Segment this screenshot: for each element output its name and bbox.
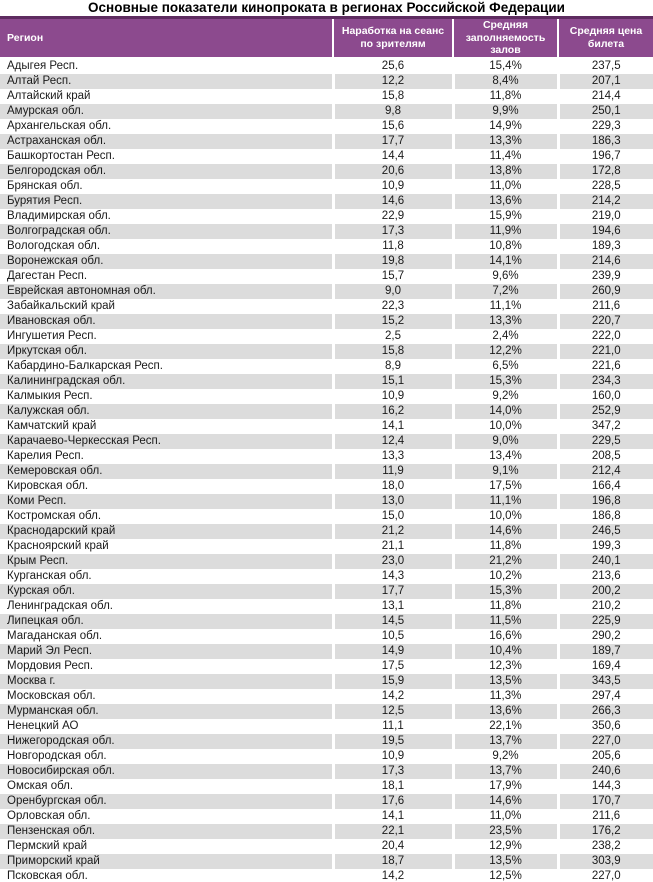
price-cell: 227,0 xyxy=(558,869,653,882)
region-cell: Ленинградская обл. xyxy=(7,599,113,612)
table-row xyxy=(0,419,653,434)
table-row xyxy=(0,824,653,839)
table-row xyxy=(0,344,653,359)
table-row xyxy=(0,494,653,509)
occupancy-cell: 13,3% xyxy=(453,314,558,329)
price-cell: 208,5 xyxy=(558,449,653,464)
table-row xyxy=(0,194,653,209)
main-table xyxy=(0,19,653,882)
table-row xyxy=(0,869,653,882)
table-row xyxy=(0,284,653,299)
per-session-cell: 10,9 xyxy=(333,389,453,404)
per-session-cell: 13,1 xyxy=(333,599,453,614)
per-session-cell: 21,1 xyxy=(333,539,453,554)
table-row xyxy=(0,449,653,464)
per-session-cell: 18,0 xyxy=(333,479,453,494)
occupancy-cell: 16,6% xyxy=(453,629,558,644)
occupancy-cell: 15,9% xyxy=(453,209,558,224)
occupancy-cell: 9,2% xyxy=(453,389,558,404)
price-cell: 225,9 xyxy=(558,614,653,629)
occupancy-cell: 11,1% xyxy=(453,299,558,314)
occupancy-cell: 11,8% xyxy=(453,89,558,104)
price-cell: 214,6 xyxy=(558,254,653,269)
per-session-cell: 25,6 xyxy=(333,58,453,74)
region-cell: Псковская обл. xyxy=(7,869,88,882)
region-cell: Крым Респ. xyxy=(0,554,333,569)
occupancy-cell: 10,2% xyxy=(453,569,558,584)
price-cell: 250,1 xyxy=(558,104,653,119)
per-session-cell: 11,9 xyxy=(333,464,453,479)
occupancy-cell: 6,5% xyxy=(453,359,558,374)
table-row xyxy=(0,794,653,809)
price-cell: 166,4 xyxy=(558,479,653,494)
region-cell: Мурманская обл. xyxy=(0,704,333,719)
per-session-cell: 22,3 xyxy=(333,299,453,314)
table-row xyxy=(0,74,653,89)
price-cell: 170,7 xyxy=(558,794,653,809)
price-cell: 343,5 xyxy=(558,674,653,689)
per-session-cell: 17,3 xyxy=(333,224,453,239)
per-session-cell: 17,3 xyxy=(333,764,453,779)
table-row xyxy=(0,149,653,164)
price-cell: 240,1 xyxy=(558,554,653,569)
per-session-cell: 15,7 xyxy=(333,269,453,284)
price-cell: 240,6 xyxy=(558,764,653,779)
per-session-cell: 15,9 xyxy=(333,674,453,689)
region-cell: Кировская обл. xyxy=(7,479,89,492)
column-header-per-session: Наработка на сеанс по зрителям xyxy=(333,19,453,58)
occupancy-cell: 12,9% xyxy=(453,839,558,854)
region-cell: Алтай Респ. xyxy=(0,74,333,89)
per-session-cell: 16,2 xyxy=(333,404,453,419)
price-cell: 227,0 xyxy=(558,734,653,749)
price-cell: 221,0 xyxy=(558,344,653,359)
region-cell: Ингушетия Респ. xyxy=(7,329,97,342)
occupancy-cell: 14,9% xyxy=(453,119,558,134)
column-header-region: Регион xyxy=(0,19,333,58)
table-row xyxy=(0,674,653,689)
price-cell: 214,4 xyxy=(558,89,653,104)
region-cell: Кабардино-Балкарская Респ. xyxy=(7,359,163,372)
price-cell: 303,9 xyxy=(558,854,653,869)
table-row xyxy=(0,554,653,569)
price-cell: 169,4 xyxy=(558,659,653,674)
per-session-cell: 19,5 xyxy=(333,734,453,749)
table-row xyxy=(0,524,653,539)
price-cell: 222,0 xyxy=(558,329,653,344)
price-cell: 246,5 xyxy=(558,524,653,539)
table-row xyxy=(0,389,653,404)
region-cell: Мордовия Респ. xyxy=(7,659,94,672)
price-cell: 229,5 xyxy=(558,434,653,449)
price-cell: 290,2 xyxy=(558,629,653,644)
price-cell: 260,9 xyxy=(558,284,653,299)
table-row xyxy=(0,569,653,584)
region-cell: Воронежская обл. xyxy=(0,254,333,269)
occupancy-cell: 12,2% xyxy=(453,344,558,359)
per-session-cell: 13,0 xyxy=(333,494,453,509)
occupancy-cell: 10,0% xyxy=(453,419,558,434)
table-row xyxy=(0,134,653,149)
per-session-cell: 18,1 xyxy=(333,779,453,794)
region-cell: Башкортостан Респ. xyxy=(7,149,115,162)
table-row xyxy=(0,164,653,179)
table-row xyxy=(0,104,653,119)
occupancy-cell: 12,5% xyxy=(453,869,558,882)
region-cell: Краснодарский край xyxy=(0,524,333,539)
table-row xyxy=(0,599,653,614)
occupancy-cell: 11,8% xyxy=(453,539,558,554)
occupancy-cell: 11,3% xyxy=(453,689,558,704)
region-cell: Камчатский край xyxy=(7,419,97,432)
table-row xyxy=(0,314,653,329)
price-cell: 189,7 xyxy=(558,644,653,659)
occupancy-cell: 10,8% xyxy=(453,239,558,254)
per-session-cell: 11,8 xyxy=(333,239,453,254)
occupancy-cell: 13,7% xyxy=(453,764,558,779)
price-cell: 213,6 xyxy=(558,569,653,584)
region-cell: Карелия Респ. xyxy=(7,449,84,462)
per-session-cell: 15,2 xyxy=(333,314,453,329)
table-row xyxy=(0,224,653,239)
table-row xyxy=(0,209,653,224)
table-body xyxy=(0,58,653,882)
region-cell: Вологодская обл. xyxy=(7,239,101,252)
occupancy-cell: 14,0% xyxy=(453,404,558,419)
price-cell: 207,1 xyxy=(558,74,653,89)
occupancy-cell: 13,5% xyxy=(453,854,558,869)
occupancy-cell: 13,5% xyxy=(453,674,558,689)
table-row xyxy=(0,749,653,764)
price-cell: 176,2 xyxy=(558,824,653,839)
table-row xyxy=(0,479,653,494)
region-cell: Ивановская обл. xyxy=(0,314,333,329)
region-cell: Москва г. xyxy=(0,674,333,689)
table-row xyxy=(0,689,653,704)
price-cell: 229,3 xyxy=(558,119,653,134)
region-cell: Липецкая обл. xyxy=(0,614,333,629)
region-cell: Орловская обл. xyxy=(7,809,91,822)
region-cell: Новосибирская обл. xyxy=(0,764,333,779)
table-row xyxy=(0,464,653,479)
table-row xyxy=(0,359,653,374)
table-row xyxy=(0,644,653,659)
region-cell: Астраханская обл. xyxy=(0,134,333,149)
price-cell: 350,6 xyxy=(558,719,653,734)
occupancy-cell: 2,4% xyxy=(453,329,558,344)
occupancy-cell: 11,0% xyxy=(453,809,558,824)
occupancy-cell: 14,6% xyxy=(453,794,558,809)
region-cell: Московская обл. xyxy=(7,689,96,702)
table-row xyxy=(0,584,653,599)
table-row xyxy=(0,704,653,719)
occupancy-cell: 17,9% xyxy=(453,779,558,794)
price-cell: 199,3 xyxy=(558,539,653,554)
occupancy-cell: 11,1% xyxy=(453,494,558,509)
occupancy-cell: 9,0% xyxy=(453,434,558,449)
region-cell: Курская обл. xyxy=(0,584,333,599)
table-row xyxy=(0,89,653,104)
per-session-cell: 10,9 xyxy=(333,749,453,764)
region-cell: Калмыкия Респ. xyxy=(7,389,93,402)
per-session-cell: 15,0 xyxy=(333,509,453,524)
table-row xyxy=(0,434,653,449)
table-row xyxy=(0,329,653,344)
table-row xyxy=(0,509,653,524)
table-row xyxy=(0,734,653,749)
occupancy-cell: 11,0% xyxy=(453,179,558,194)
occupancy-cell: 13,6% xyxy=(453,704,558,719)
per-session-cell: 13,3 xyxy=(333,449,453,464)
price-cell: 211,6 xyxy=(558,809,653,824)
occupancy-cell: 9,9% xyxy=(453,104,558,119)
price-cell: 347,2 xyxy=(558,419,653,434)
occupancy-cell: 13,6% xyxy=(453,194,558,209)
region-cell: Волгоградская обл. xyxy=(0,224,333,239)
occupancy-cell: 10,0% xyxy=(453,509,558,524)
occupancy-cell: 22,1% xyxy=(453,719,558,734)
region-cell: Владимирская обл. xyxy=(7,209,111,222)
per-session-cell: 14,3 xyxy=(333,569,453,584)
occupancy-cell: 13,8% xyxy=(453,164,558,179)
per-session-cell: 20,4 xyxy=(333,839,453,854)
region-cell: Костромская обл. xyxy=(7,509,102,522)
price-cell: 228,5 xyxy=(558,179,653,194)
per-session-cell: 14,6 xyxy=(333,194,453,209)
table-row xyxy=(0,179,653,194)
occupancy-cell: 13,3% xyxy=(453,134,558,149)
region-cell: Пензенская обл. xyxy=(0,824,333,839)
region-cell: Ненецкий АО xyxy=(7,719,79,732)
header-row xyxy=(0,19,653,58)
per-session-cell: 14,4 xyxy=(333,149,453,164)
price-cell: 220,7 xyxy=(558,314,653,329)
region-cell: Магаданская обл. xyxy=(7,629,103,642)
occupancy-cell: 13,4% xyxy=(453,449,558,464)
price-cell: 266,3 xyxy=(558,704,653,719)
occupancy-cell: 21,2% xyxy=(453,554,558,569)
per-session-cell: 2,5 xyxy=(333,329,453,344)
price-cell: 219,0 xyxy=(558,209,653,224)
occupancy-cell: 17,5% xyxy=(453,479,558,494)
price-cell: 144,3 xyxy=(558,779,653,794)
per-session-cell: 9,0 xyxy=(333,284,453,299)
per-session-cell: 10,9 xyxy=(333,179,453,194)
region-cell: Приморский край xyxy=(0,854,333,869)
price-cell: 210,2 xyxy=(558,599,653,614)
region-cell: Курганская обл. xyxy=(7,569,92,582)
per-session-cell: 14,2 xyxy=(333,689,453,704)
occupancy-cell: 14,6% xyxy=(453,524,558,539)
table-row xyxy=(0,58,653,74)
region-cell: Алтайский край xyxy=(7,89,91,102)
table-row xyxy=(0,254,653,269)
per-session-cell: 12,4 xyxy=(333,434,453,449)
occupancy-cell: 15,3% xyxy=(453,374,558,389)
price-cell: 196,8 xyxy=(558,494,653,509)
region-cell: Коми Респ. xyxy=(0,494,333,509)
occupancy-cell: 11,9% xyxy=(453,224,558,239)
per-session-cell: 15,8 xyxy=(333,89,453,104)
per-session-cell: 11,1 xyxy=(333,719,453,734)
table-row xyxy=(0,719,653,734)
table-row xyxy=(0,779,653,794)
per-session-cell: 17,7 xyxy=(333,584,453,599)
region-cell: Кемеровская обл. xyxy=(0,464,333,479)
per-session-cell: 22,9 xyxy=(333,209,453,224)
occupancy-cell: 11,4% xyxy=(453,149,558,164)
per-session-cell: 22,1 xyxy=(333,824,453,839)
price-cell: 297,4 xyxy=(558,689,653,704)
per-session-cell: 17,5 xyxy=(333,659,453,674)
price-cell: 212,4 xyxy=(558,464,653,479)
region-cell: Белгородская обл. xyxy=(0,164,333,179)
per-session-cell: 17,6 xyxy=(333,794,453,809)
region-cell: Амурская обл. xyxy=(0,104,333,119)
region-cell: Нижегородская обл. xyxy=(0,734,333,749)
per-session-cell: 18,7 xyxy=(333,854,453,869)
table-row xyxy=(0,374,653,389)
page-title: Основные показатели кинопроката в регионах Российской Федерации xyxy=(88,0,565,15)
price-cell: 172,8 xyxy=(558,164,653,179)
region-cell: Новгородская обл. xyxy=(7,749,107,762)
region-cell: Иркутская обл. xyxy=(0,344,333,359)
table-row xyxy=(0,854,653,869)
per-session-cell: 10,5 xyxy=(333,629,453,644)
price-cell: 200,2 xyxy=(558,584,653,599)
region-cell: Еврейская автономная обл. xyxy=(0,284,333,299)
region-cell: Карачаево-Черкесская Респ. xyxy=(0,434,333,449)
per-session-cell: 14,1 xyxy=(333,419,453,434)
per-session-cell: 14,2 xyxy=(333,869,453,882)
price-cell: 196,7 xyxy=(558,149,653,164)
price-cell: 214,2 xyxy=(558,194,653,209)
occupancy-cell: 15,4% xyxy=(453,58,558,74)
region-cell: Пермский край xyxy=(7,839,88,852)
table-header xyxy=(0,19,653,58)
region-cell: Архангельская обл. xyxy=(7,119,112,132)
per-session-cell: 12,2 xyxy=(333,74,453,89)
region-cell: Бурятия Респ. xyxy=(0,194,333,209)
table-row xyxy=(0,299,653,314)
per-session-cell: 21,2 xyxy=(333,524,453,539)
occupancy-cell: 9,1% xyxy=(453,464,558,479)
price-cell: 194,6 xyxy=(558,224,653,239)
column-header-occupancy: Средняя заполняемость залов xyxy=(453,19,558,58)
table-row xyxy=(0,659,653,674)
region-cell: Забайкальский край xyxy=(7,299,115,312)
per-session-cell: 15,1 xyxy=(333,374,453,389)
occupancy-cell: 13,7% xyxy=(453,734,558,749)
occupancy-cell: 10,4% xyxy=(453,644,558,659)
per-session-cell: 19,8 xyxy=(333,254,453,269)
table-row xyxy=(0,809,653,824)
per-session-cell: 14,9 xyxy=(333,644,453,659)
column-header-price: Средняя цена билета xyxy=(558,19,653,58)
region-cell: Марий Эл Респ. xyxy=(0,644,333,659)
occupancy-cell: 8,4% xyxy=(453,74,558,89)
per-session-cell: 14,1 xyxy=(333,809,453,824)
region-cell: Брянская обл. xyxy=(7,179,83,192)
table-row xyxy=(0,119,653,134)
per-session-cell: 17,7 xyxy=(333,134,453,149)
region-cell: Дагестан Респ. xyxy=(7,269,88,282)
region-cell: Калининградская обл. xyxy=(0,374,333,389)
occupancy-cell: 7,2% xyxy=(453,284,558,299)
price-cell: 234,3 xyxy=(558,374,653,389)
occupancy-cell: 15,3% xyxy=(453,584,558,599)
per-session-cell: 8,9 xyxy=(333,359,453,374)
price-cell: 211,6 xyxy=(558,299,653,314)
region-cell: Оренбургская обл. xyxy=(0,794,333,809)
price-cell: 237,5 xyxy=(558,58,653,74)
table-row xyxy=(0,629,653,644)
price-cell: 239,9 xyxy=(558,269,653,284)
per-session-cell: 12,5 xyxy=(333,704,453,719)
region-cell: Красноярский край xyxy=(7,539,109,552)
occupancy-cell: 9,6% xyxy=(453,269,558,284)
region-cell: Калужская обл. xyxy=(0,404,333,419)
price-cell: 205,6 xyxy=(558,749,653,764)
per-session-cell: 9,8 xyxy=(333,104,453,119)
occupancy-cell: 14,1% xyxy=(453,254,558,269)
table-row xyxy=(0,239,653,254)
per-session-cell: 20,6 xyxy=(333,164,453,179)
occupancy-cell: 12,3% xyxy=(453,659,558,674)
price-cell: 252,9 xyxy=(558,404,653,419)
price-cell: 160,0 xyxy=(558,389,653,404)
occupancy-cell: 23,5% xyxy=(453,824,558,839)
table-row xyxy=(0,839,653,854)
price-cell: 186,3 xyxy=(558,134,653,149)
occupancy-cell: 9,2% xyxy=(453,749,558,764)
per-session-cell: 15,6 xyxy=(333,119,453,134)
region-cell: Омская обл. xyxy=(7,779,74,792)
per-session-cell: 23,0 xyxy=(333,554,453,569)
price-cell: 189,3 xyxy=(558,239,653,254)
table-row xyxy=(0,404,653,419)
region-cell: Адыгея Респ. xyxy=(7,59,79,72)
table-row xyxy=(0,269,653,284)
price-cell: 186,8 xyxy=(558,509,653,524)
per-session-cell: 15,8 xyxy=(333,344,453,359)
occupancy-cell: 11,5% xyxy=(453,614,558,629)
price-cell: 238,2 xyxy=(558,839,653,854)
table-row xyxy=(0,764,653,779)
occupancy-cell: 11,8% xyxy=(453,599,558,614)
price-cell: 221,6 xyxy=(558,359,653,374)
table-row xyxy=(0,614,653,629)
table-row xyxy=(0,539,653,554)
per-session-cell: 14,5 xyxy=(333,614,453,629)
